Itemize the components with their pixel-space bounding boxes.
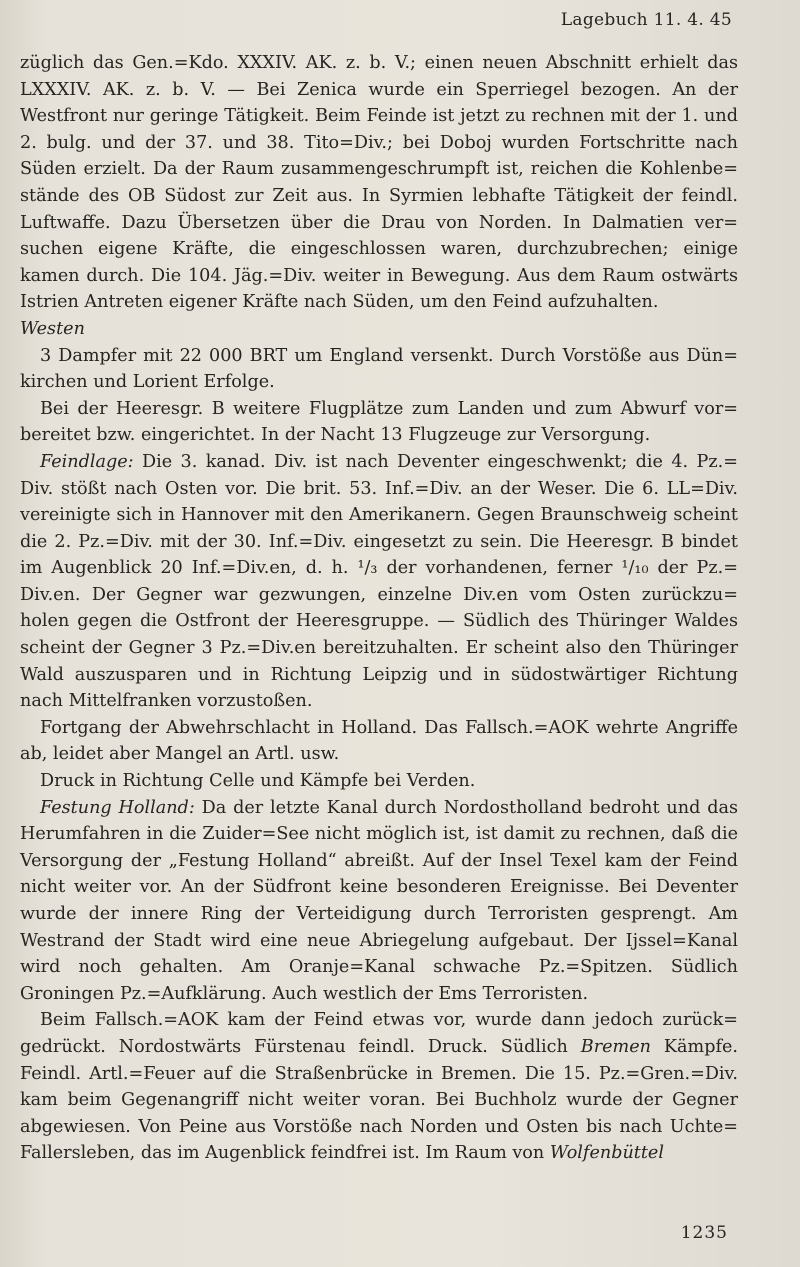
paragraph-text: Bei der Heeresgr. B weitere Flugplätze zum Landen und zum Abwurf vor= bereitet bzw. eingerichtet. In der Nacht 13 Flugzeuge zur Versorgung. <box>20 398 738 446</box>
paragraph <box>20 715 738 768</box>
place-name: Bremen <box>580 1036 651 1057</box>
paragraph-lead: Festung Holland: <box>40 797 195 818</box>
section-heading: Westen <box>20 318 85 339</box>
place-name: Wolfenbüttel <box>549 1143 664 1164</box>
paragraph-text: Druck in Richtung Celle und Kämpfe bei Verden. <box>40 771 476 792</box>
paragraph <box>20 449 738 715</box>
paragraph-lead: Feindlage: <box>40 451 134 472</box>
body-text <box>20 50 738 1167</box>
paragraph-text: Fortgang der Abwehrschlacht in Holland. Das Fallsch.=AOK wehrte Angriffe ab, leidet aber Mangel an Artl. usw. <box>20 717 738 765</box>
paragraph <box>20 343 738 396</box>
paragraph-text: Beim Fallsch.=AOK kam der Feind etwas vor, wurde dann jedoch zurück= gedrückt. Nordostwärts Fürstenau feindl. Druck. Südlich <box>20 1010 738 1057</box>
paragraph-text: züglich das Gen.=Kdo. XXXIV. AK. z. b. V.; einen neuen Abschnitt erhielt das LXXXIV. AK. z. b. V. — Bei Zenica wurde ein Sperriegel bezogen. An der Westfront nur geringe Tätigkeit. Beim Feinde ist jetzt zu rechnen mit der 1. und 2. bulg. und der 37. und 38. Tito=Div.; bei Doboj wurden Fortschritte nach Süden erzielt. Da der Raum zusammengeschrumpft ist, reichen die Kohlenbe= stände des OB Südost zur Zeit aus. In Syrmien lebhafte Tätigkeit der feindl. Luftwaffe. Dazu Übersetzen über die Drau von Norden. In Dalmatien ver= suchen eigene Kräfte, die eingeschlossen waren, durchzubrechen; einige kamen durch. Die 104. Jäg.=Div. weiter in Bewegung. Aus dem Raum ostwärts Istrien Antreten eigener Kräfte nach Süden, um den Feind aufzuhalten. <box>20 53 738 313</box>
paragraph-text: 3 Dampfer mit 22 000 BRT um England versenkt. Durch Vorstöße aus Dün= kirchen und Lorient Erfolge. <box>20 345 738 393</box>
paragraph <box>20 795 738 1008</box>
paragraph-text: Die 3. kanad. Div. ist nach Deventer eingeschwenkt; die 4. Pz.= Div. stößt nach Osten vor. Die brit. 53. Inf.=Div. an der Weser. Die 6. LL=Div. vereinigte sich in Hannover mit den Amerikanern. Gegen Braunschweig scheint die 2. Pz.=Div. mit der 30. Inf.=Div. eingesetzt zu sein. Die Heeresgr. B bindet im Augenblick 20 Inf.=Div.en, d. h. ¹/₃ der vorhandenen, ferner ¹/₁₀ der Pz.= Div.en. Der Gegner war gezwungen, einzelne Div.en vom Osten zurückzu= holen gegen die Ostfront der Heeresgruppe. — Südlich des Thüringer Waldes scheint der Gegner 3 Pz.=Div.en bereitzuhalten. Er scheint also den Thüringer Wald auszusparen und in Richtung Leipzig und in südostwärtiger Richtung nach Mittelfranken vorzustoßen. <box>20 451 738 712</box>
page-number: 1235 <box>680 1223 728 1243</box>
paragraph <box>20 396 738 449</box>
paragraph-text: Kämpfe. Feindl. Artl.=Feuer auf die Straßenbrücke in Bremen. Die 15. Pz.=Gren.=Div. kam beim Gegenangriff nicht weiter voran. Bei Buchholz wurde der Gegner abgewiesen. Von Peine aus Vorstöße nach Norden und Osten bis nach Uchte= Fallersleben, das im Augenblick feindfrei ist. Im Raum von <box>20 1036 738 1164</box>
paragraph <box>20 50 738 316</box>
paragraph <box>20 1007 738 1167</box>
running-header: Lagebuch 11. 4. 45 <box>560 10 732 30</box>
paragraph <box>20 768 738 795</box>
paragraph-text: Da der letzte Kanal durch Nordostholland bedroht und das Herumfahren in die Zuider=See nicht möglich ist, ist damit zu rechnen, daß die Versorgung der „Festung Holland“ abreißt. Auf der Insel Texel kam der Feind nicht weiter vor. An der Südfront keine besonderen Ereignisse. Bei Deventer wurde der innere Ring der Verteidigung durch Terroristen gesprengt. Am Westrand der Stadt wird eine neue Abriegelung aufgebaut. Der Ijssel=Kanal wird noch gehalten. Am Oranje=Kanal schwache Pz.=Spitzen. Südlich Groningen Pz.=Aufklärung. Auch westlich der Ems Terroristen. <box>20 797 738 1004</box>
